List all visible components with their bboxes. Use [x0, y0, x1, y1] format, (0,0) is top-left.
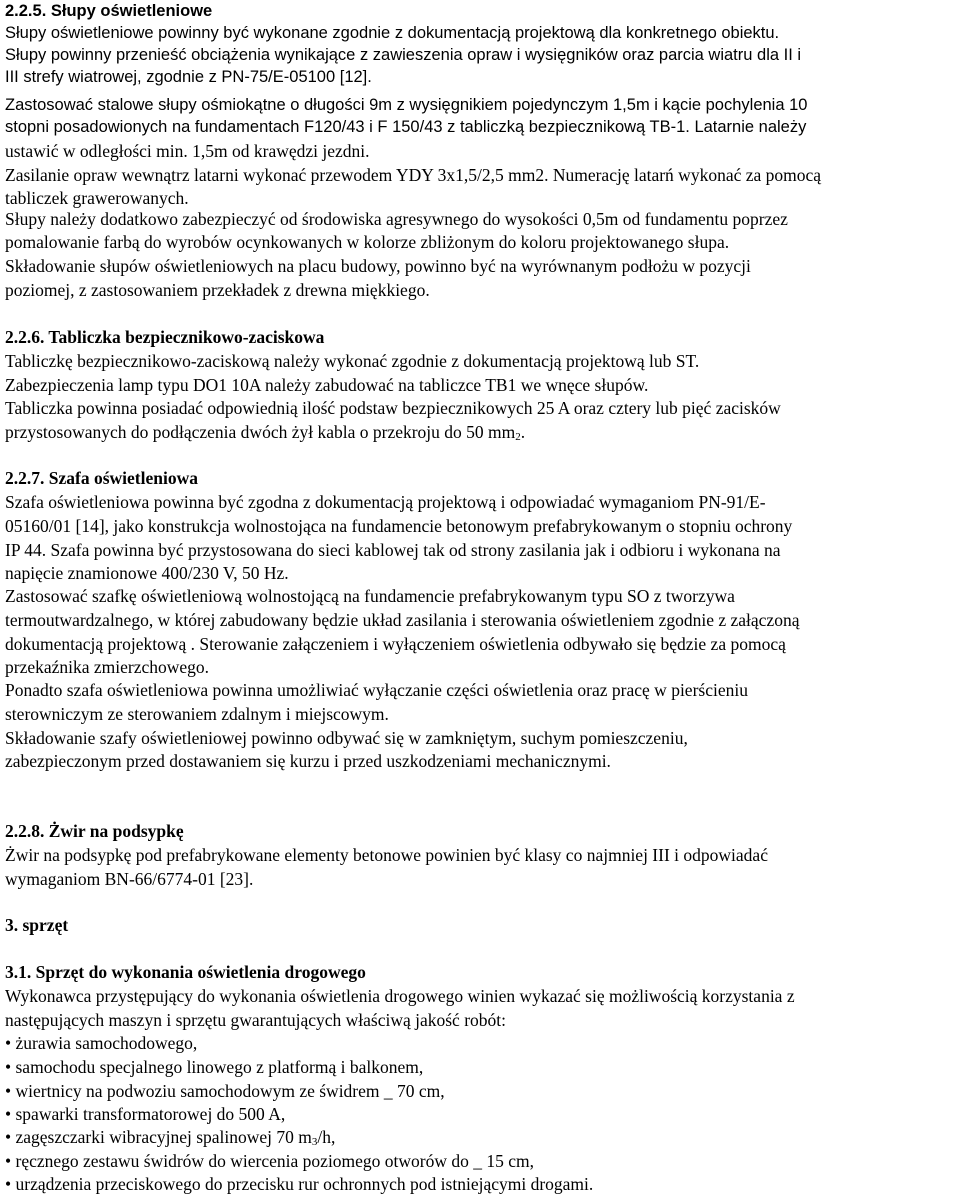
text-line: IP 44. Szafa powinna być przystosowana do sieci kablowej tak od strony zasilania jak i odbioru i wykonana na: [5, 540, 781, 560]
section-heading-3-1: 3.1. Sprzęt do wykonania oświetlenia drogowego: [5, 962, 366, 982]
list-item: • samochodu specjalnego linowego z platformą i balkonem,: [5, 1057, 424, 1077]
list-item: [5, 1126, 335, 1151]
section-heading-2-2-7: 2.2.7. Szafa oświetleniowa: [5, 468, 198, 488]
text-line: przekaźnika zmierzchowego.: [5, 657, 210, 677]
text-line: stopni posadowionych na fundamentach F120/43 i F 150/43 z tabliczką bezpiecznikową TB-1. Latarnie należy: [5, 118, 807, 136]
text-line: Tabliczka powinna posiadać odpowiednią ilość podstaw bezpiecznikowych 25 A oraz cztery lub pięć zacisków: [5, 398, 781, 418]
text-segment: /h,: [317, 1127, 336, 1147]
text-line: [5, 421, 525, 446]
section-heading-2-2-5: 2.2.5. Słupy oświetleniowe: [5, 2, 213, 20]
text-line: Tabliczkę bezpiecznikowo-zaciskową należy wykonać zgodnie z dokumentacją projektową lub ST.: [5, 351, 700, 371]
text-line: Składowanie słupów oświetleniowych na placu budowy, powinno być na wyrównanym podłożu w pozycji: [5, 256, 751, 276]
list-item: • ręcznego zestawu świdrów do wiercenia poziomego otworów do _ 15 cm,: [5, 1151, 535, 1171]
list-item: • wiertnicy na podwoziu samochodowym ze świdrem _ 70 cm,: [5, 1081, 445, 1101]
text-line: Szafa oświetleniowa powinna być zgodna z dokumentacją projektową i odpowiadać wymaganiom PN-91/E-: [5, 492, 766, 512]
text-line: Zastosować stalowe słupy ośmiokątne o długości 9m z wysięgnikiem pojedynczym 1,5m i kącie pochylenia 10: [5, 96, 808, 114]
list-item: • urządzenia przeciskowego do przecisku rur ochronnych pod istniejącymi drogami.: [5, 1174, 594, 1194]
subscript: 3: [311, 1136, 318, 1148]
text-line: Słupy oświetleniowe powinny być wykonane zgodnie z dokumentacją projektową dla konkretnego obiektu.: [5, 24, 780, 42]
text-segment: .: [520, 422, 526, 442]
list-item: • żurawia samochodowego,: [5, 1033, 198, 1053]
text-line: Składowanie szafy oświetleniowej powinno odbywać się w zamkniętym, suchym pomieszczeniu,: [5, 728, 688, 748]
section-heading-2-2-8: 2.2.8. Żwir na podsypkę: [5, 821, 184, 841]
text-line: zabezpieczonym przed dostawaniem się kurzu i przed uszkodzeniami mechanicznymi.: [5, 751, 611, 771]
section-heading-2-2-6: 2.2.6. Tabliczka bezpiecznikowo-zaciskowa: [5, 327, 325, 347]
text-line: Wykonawca przystępujący do wykonania oświetlenia drogowego winien wykazać się możliwością korzystania z: [5, 986, 795, 1006]
text-line: pomalowanie farbą do wyrobów ocynkowanych w kolorze zbliżonym do koloru projektowanego słupa.: [5, 232, 730, 252]
text-line: III strefy wiatrowej, zgodnie z PN-75/E-05100 [12].: [5, 68, 372, 86]
list-item: • spawarki transformatorowej do 500 A,: [5, 1104, 286, 1124]
text-line: Zastosować szafkę oświetleniową wolnostojącą na fundamencie prefabrykowanym typu SO z tworzywa: [5, 586, 735, 606]
subscript: 2: [515, 431, 521, 443]
text-line: Słupy należy dodatkowo zabezpieczyć od środowiska agresywnego do wysokości 0,5m od fundamentu poprzez: [5, 209, 788, 229]
section-heading-3: 3. sprzęt: [5, 915, 69, 935]
text-line: poziomej, z zastosowaniem przekładek z drewna miękkiego.: [5, 280, 430, 300]
text-line: Zabezpieczenia lamp typu DO1 10A należy zabudować na tabliczce TB1 we wnęce słupów.: [5, 375, 649, 395]
text-line: tabliczek grawerowanych.: [5, 188, 189, 208]
text-line: ustawić w odległości min. 1,5m od krawędzi jezdni.: [5, 141, 370, 161]
text-line: Słupy powinny przenieść obciążenia wynikające z zawieszenia opraw i wysięgników oraz parcia wiatru dla II i: [5, 46, 802, 64]
text-line: Ponadto szafa oświetleniowa powinna umożliwiać wyłączanie części oświetlenia oraz pracę w pierścieniu: [5, 680, 748, 700]
text-line: Żwir na podsypkę pod prefabrykowane elementy betonowe powinien być klasy co najmniej III i odpowiadać: [5, 845, 768, 865]
text-segment: przystosowanych do podłączenia dwóch żył kabla o przekroju do 50 mm: [5, 422, 516, 442]
text-segment: • zagęszczarki wibracyjnej spalinowej 70 m: [5, 1127, 312, 1147]
text-line: termoutwardzalnego, w której zabudowany będzie układ zasilania i sterowania oświetleniem zgodnie z załączoną: [5, 610, 800, 630]
text-line: Zasilanie opraw wewnątrz latarni wykonać przewodem YDY 3x1,5/2,5 mm2. Numerację latarń wykonać za pomocą: [5, 165, 822, 185]
text-line: następujących maszyn i sprzętu gwarantujących właściwą jakość robót:: [5, 1010, 506, 1030]
text-line: wymaganiom BN-66/6774-01 [23].: [5, 869, 254, 889]
text-line: sterowniczym ze sterowaniem zdalnym i miejscowym.: [5, 704, 389, 724]
text-line: napięcie znamionowe 400/230 V, 50 Hz.: [5, 563, 289, 583]
text-line: dokumentacją projektową . Sterowanie załączeniem i wyłączeniem oświetlenia odbywało się będzie za pomocą: [5, 634, 786, 654]
text-line: 05160/01 [14], jako konstrukcja wolnostojąca na fundamencie betonowym prefabrykowanym o stopniu ochrony: [5, 516, 793, 536]
